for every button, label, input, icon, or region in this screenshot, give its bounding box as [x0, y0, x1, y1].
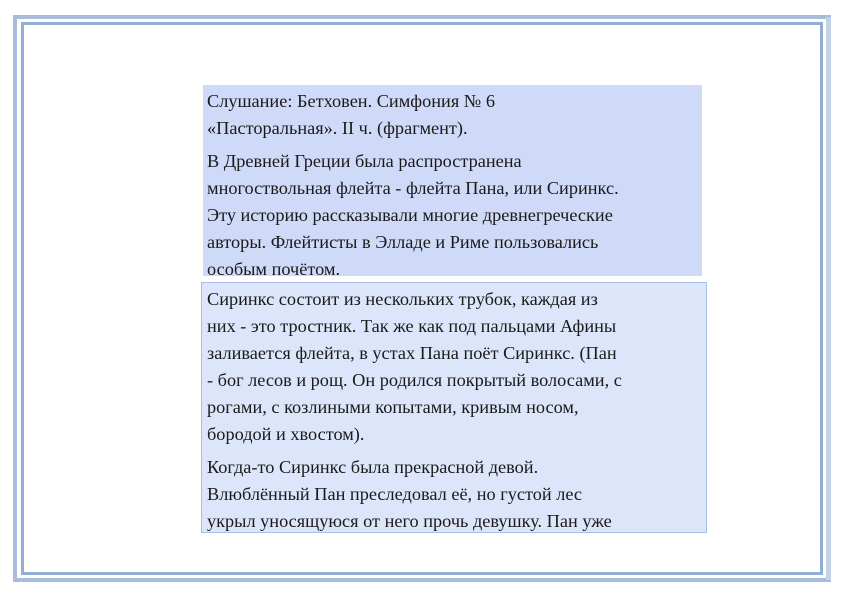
text-line: заливается флейта, в устах Пана поёт Сиринкс. (Пан [207, 343, 617, 363]
text-line: Слушание: Бетховен. Симфония № 6 [207, 91, 495, 111]
text-line: особым почётом. [207, 259, 341, 279]
syrinx-paragraph [207, 286, 706, 448]
text-line: Влюблённый Пан преследовал её, но густой лес [207, 484, 582, 504]
text-line: укрыл уносящуюся от него прочь девушку. Пан уже [207, 511, 612, 531]
text-line: них - это тростник. Так же как под пальцами Афины [207, 316, 617, 336]
text-line: авторы. Флейтисты в Элладе и Риме пользовались [207, 232, 599, 252]
text-line: Сиринкс состоит из нескольких трубок, каждая из [207, 289, 598, 309]
text-line: Эту историю рассказывали многие древнегреческие [207, 205, 613, 225]
text-line: «Пасторальная». II ч. (фрагмент). [207, 118, 468, 138]
text-line: - бог лесов и рощ. Он родился покрытый волосами, с [207, 370, 622, 390]
text-line: бородой и хвостом). [207, 424, 365, 444]
greece-paragraph [207, 148, 702, 283]
text-box-syrinx [201, 282, 707, 533]
text-line: В Древней Греции была распространена [207, 151, 522, 171]
listening-title [207, 88, 702, 142]
text-line: рогами, с козлиными копытами, кривым носом, [207, 397, 579, 417]
text-box-listening [203, 85, 702, 279]
legend-paragraph [207, 454, 706, 535]
text-line: многоствольная флейта - флейта Пана, или Сиринкс. [207, 178, 619, 198]
text-line: Когда-то Сиринкс была прекрасной девой. [207, 457, 539, 477]
slide-frame-shadow [826, 17, 831, 580]
